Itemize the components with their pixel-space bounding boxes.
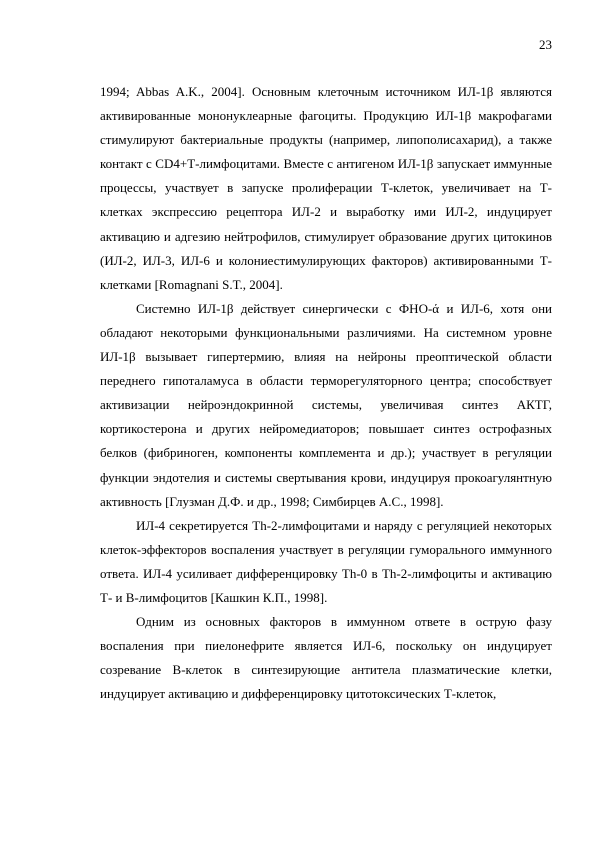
- paragraph-continuation: 1994; Abbas A.K., 2004]. Основным клеточным источником ИЛ-1β являются активированные мононуклеарные фагоциты. Продукцию ИЛ-1β макрофагами стимулируют бактериальные продукты (например, липополисахарид), а также контакт с CD4+Т-лимфоцитами. Вместе с антигеном ИЛ-1β запускает иммунные процессы, участвует в запуске пролиферации Т-клеток, увеличивает на Т-клетках экспрессию рецептора ИЛ-2 и выработку ими ИЛ-2, индуцирует активацию и адгезию нейтрофилов, стимулирует образование других цитокинов (ИЛ-2, ИЛ-3, ИЛ-6 и колониестимулирующих факторов) активированными Т-клетками [Romagnani S.T., 2004].: [100, 84, 552, 292]
- page-number: 23: [539, 37, 552, 52]
- paragraph-il1b-systemic: Системно ИЛ-1β действует синергически с ФНО-ά и ИЛ-6, хотя они обладают некоторыми функциональными различиями. На системном уровне ИЛ-1β вызывает гипертермию, влияя на нейроны преоптической области переднего гипоталамуса в области терморегуляторного центра; способствует активизации нейроэндокринной системы, увеличивая синтез АКТГ, кортикостерона и других нейромедиаторов; повышает синтез острофазных белков (фибриноген, компоненты комплемента и др.); участвует в регуляции функции эндотелия и системы свертывания крови, индуцируя прокоагулянтную активность [Глузман Д.Ф. и др., 1998; Симбирцев А.С., 1998].: [100, 300, 552, 509]
- paragraph-il4: ИЛ-4 секретируется Th-2-лимфоцитами и наряду с регуляцией некоторых клеток-эффекторов воспаления участвует в регуляции гуморального иммунного ответа. ИЛ-4 усиливает дифференцировку Th-0 в Th-2-лимфоциты и активацию Т- и В-лимфоцитов [Кашкин К.П., 1998].: [100, 517, 552, 605]
- paragraph-il6: Одним из основных факторов в иммунном ответе в острую фазу воспаления при пиелонефрите является ИЛ-6, поскольку он индуцирует созревание В-клеток в синтезирующие антитела плазматические клетки, индуцирует активацию и дифференцировку цитотоксических Т-клеток,: [100, 614, 552, 702]
- body-text: [100, 80, 552, 706]
